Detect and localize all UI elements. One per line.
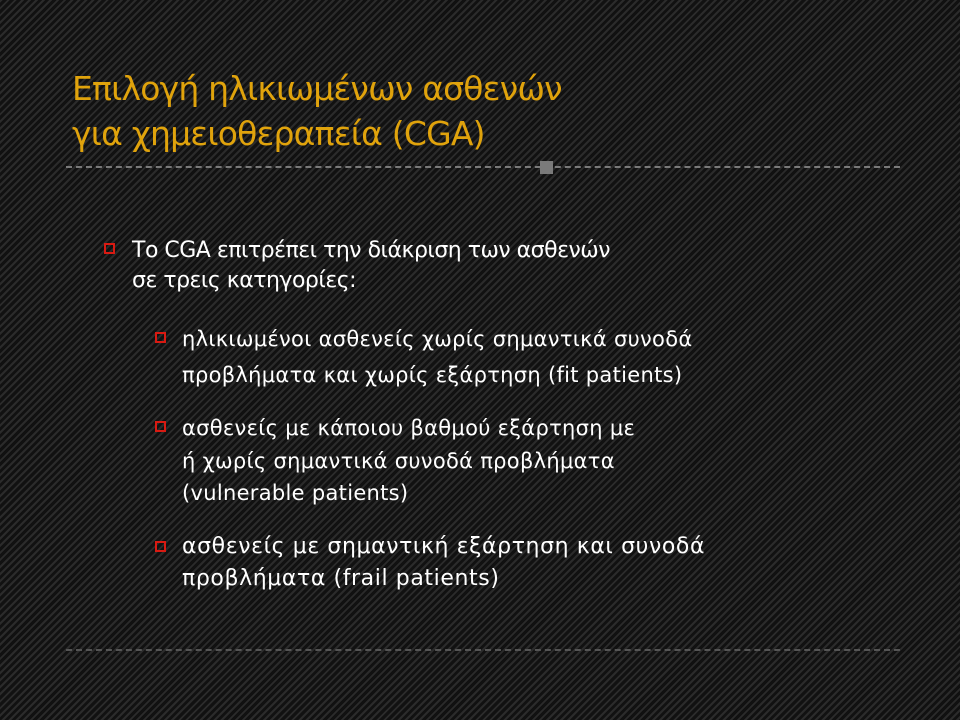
hollow-square-bullet-icon bbox=[155, 421, 166, 432]
hollow-square-bullet-icon bbox=[104, 243, 115, 254]
subbullet-fit-line-1: ηλικιωμένοι ασθενείς χωρίς σημαντικά συνοδά bbox=[182, 327, 693, 351]
footer-divider-line bbox=[66, 649, 900, 651]
title-divider-square bbox=[540, 161, 553, 174]
hollow-square-bullet-icon bbox=[155, 332, 166, 343]
subbullet-fit-line-2: προβλήματα και χωρίς εξάρτηση (fit patients) bbox=[182, 363, 683, 387]
slide-title-line-1: Επιλογή ηλικιωμένων ασθενών bbox=[72, 69, 562, 108]
title-divider-line bbox=[66, 166, 900, 168]
slide-title bbox=[72, 66, 872, 156]
subbullet-frail-line-2: προβλήματα (frail patients) bbox=[182, 566, 500, 591]
hollow-square-bullet-icon bbox=[155, 541, 166, 552]
slide-title-line-2: για χημειοθεραπεία (CGA) bbox=[72, 114, 485, 153]
bullet-line-2: σε τρεις κατηγορίες: bbox=[132, 268, 357, 293]
bullet-line-1: Το CGA επιτρέπει την διάκριση των ασθενών bbox=[132, 238, 610, 263]
subbullet-vulnerable-line-3: (vulnerable patients) bbox=[182, 481, 409, 505]
subbullet-frail-line-1: ασθενείς με σημαντική εξάρτηση και συνοδά bbox=[182, 534, 706, 559]
subbullet-vulnerable-line-1: ασθενείς με κάποιου βαθμού εξάρτηση με bbox=[182, 416, 636, 440]
subbullet-vulnerable-line-2: ή χωρίς σημαντικά συνοδά προβλήματα bbox=[182, 449, 615, 473]
